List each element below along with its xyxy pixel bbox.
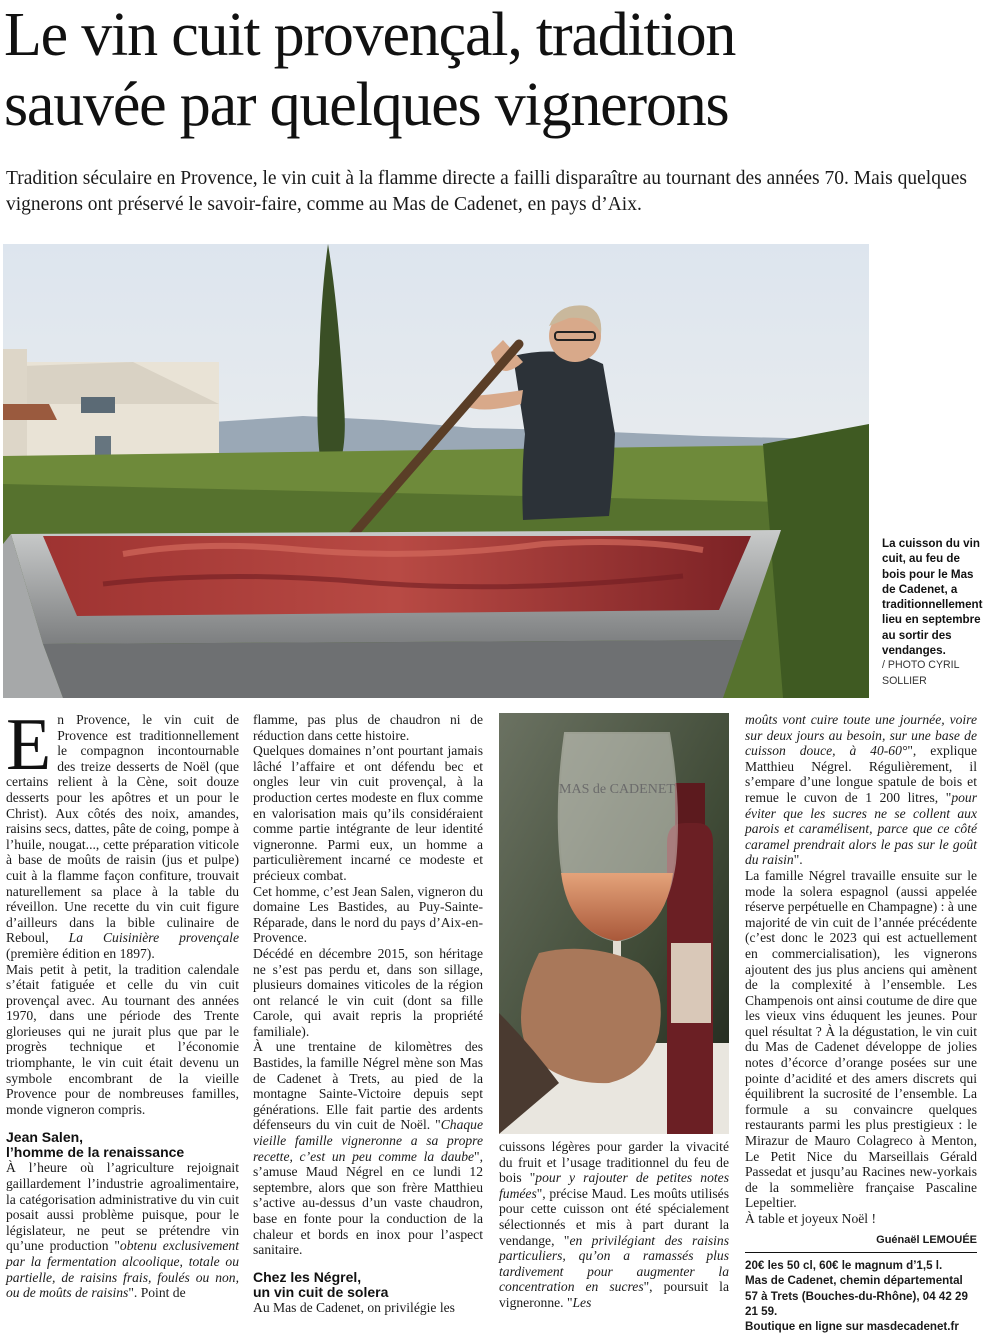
article-column-3 xyxy=(499,1139,729,1311)
quote: pour éviter que les sucres ne se collent aux parois et caramélisent, parce que ce côté caramel prendrait alors le pas sur le goût du raisin xyxy=(745,789,977,868)
paragraph: La famille Négrel travaille ensuite sur le mode la solera espagnol (aussi appelée réserve perpétuelle en Champagne) : à une majorité de vin cuit de l’année précédente (c’est donc le 2023 qui est actuellement en commercialisation), les vignerons ajoutent des jus plus anciens qui amènent de la complexité à l’ensemble. Les Champenois ont ainsi coutume de dire que les vieux vins éduquent les jeunes. Pour quel résultat ? À la dégustation, le vin cuit du Mas de Cadenet développe de jolies notes d’écorce d’orange posées sur une pointe d’acidité et des amers discrets qui équilibrent la sucrosité de l’ensemble. La formule a su convaincre quelques restaurants parmi les plus prestigieux : le Mirazur de Mauro Colagreco à Menton, Le Petit Nice du Marseillais Gérald Passedat et jusqu’au Racines new-yorkais de la sommelière française Pascaline Lepeltier. xyxy=(745,867,977,1211)
hero-photo-illustration xyxy=(3,244,869,698)
subhead-line: Jean Salen, xyxy=(6,1129,84,1146)
byline: Guénaël LEMOUÉE xyxy=(745,1233,977,1254)
headline xyxy=(4,0,979,140)
paragraph: Quelques domaines n’ont pourtant jamais lâché l’affaire et ont défendu bec et ongles leur vin cuit provençal, à la production certes modeste en flux comme en valorisation mais qu’ils considéraient comme partie intégrante de leur identité vigneronne. Parmi eux, un homme a particulièrement incarné ce modeste et précieux combat. xyxy=(253,743,483,883)
paragraph xyxy=(745,712,977,868)
quote: moûts vont cuire toute une journée, voire sur deux jours au besoin, sur une base de cuisson douce, à 40-60° xyxy=(745,712,977,759)
quote: Les xyxy=(572,1294,592,1310)
standfirst: Tradition séculaire en Provence, le vin cuit à la flamme directe a failli disparaître au tournant des années 70. Mais quelques vignerons ont préservé le savoir-faire, comme au Mas de Cadenet, en pays d’Aix. xyxy=(6,168,967,215)
book-title: La Cuisinière provençale xyxy=(68,930,239,946)
subhead-negrel xyxy=(253,1270,483,1300)
headline-line-2: sauvée par quelques vignerons xyxy=(4,71,729,139)
info-box xyxy=(745,1258,977,1334)
paragraph-text: (première édition en 1897). xyxy=(6,945,155,961)
info-address: Mas de Cadenet, chemin départemental 57 à Trets (Bouches-du-Rhône), 04 42 29 21 59. xyxy=(745,1274,968,1319)
paragraph-text: ", s’amuse Maud Négrel en ce lundi 12 septembre, alors que son frère Matthieu s’active au-dessus d’un vaste chaudron, base en fonte pour la conduction de la chaleur et bords en inox pour l’aspect sanitaire. xyxy=(253,1148,483,1258)
paragraph: Mais petit à petit, la tradition calendale s’était fatiguée et celle du vin cuit provençal avec. Au tournant des années 1970, dans une période des Trente glorieuses qui ne jurait plus que par le progrès technique et l’économie triomphante, le vin cuit était devenu un symbole encombrant de la vieille Provence pour de nombreuses familles, monde vigneron compris. xyxy=(6,961,239,1117)
quote: en privilégiant des raisins particuliers, qu’on a ramassés plus tardivement pour augmenter la concentration en sucres xyxy=(499,1232,730,1295)
article-column-2 xyxy=(253,712,483,1315)
paragraph-text: ", précise Maud. Les moûts utilisés pour cette cuisson ont été spécialement sélectionnés et mis à part durant la vendange, " xyxy=(499,1185,729,1248)
caption-text: La cuisson du vin cuit, au feu de bois pour le Mas de Cadenet, a traditionnellement lieu en septembre au sortir des vendanges. xyxy=(882,537,983,658)
paragraph: À table et joyeux Noël ! xyxy=(745,1211,876,1226)
article-column-1 xyxy=(6,704,239,1301)
paragraph-text: cuissons légères pour garder la vivacité du fruit et l’usage traditionnel du feu de bois " xyxy=(499,1139,729,1186)
paragraph xyxy=(499,1139,729,1311)
subhead-line: l’homme de la renaissance xyxy=(6,1144,185,1161)
paragraph xyxy=(6,704,239,962)
caption-credit: / PHOTO CYRIL SOLLIER xyxy=(882,659,960,687)
hero-photo xyxy=(3,244,869,698)
paragraph-text: ". Point de xyxy=(128,1285,186,1301)
photo-caption xyxy=(882,536,982,689)
paragraph-text: À une trentaine de kilomètres des Bastides, la famille Négrel mène son Mas de Cadenet à Trets, au pied de la montagne Sainte-Victoire depuis sept générations. Elle fait partie des ardents défenseurs du vin cuit de Noël. " xyxy=(253,1039,483,1133)
paragraph xyxy=(6,1160,239,1300)
paragraph-text: ", poursuit la vigneronne. " xyxy=(499,1279,729,1310)
paragraph-text: ", explique Matthieu Négrel. Régulièrement, il s’empare d’une longue spatule de bois et remue le cuvon de 1 200 litres, " xyxy=(745,743,977,805)
wine-glass-photo xyxy=(499,713,729,1134)
paragraph xyxy=(253,1039,483,1257)
paragraph: flamme, pas plus de chaudron ni de réduction dans cette histoire. xyxy=(253,712,483,743)
paragraph: Cet homme, c’est Jean Salen, vigneron du domaine Les Bastides, au Puy-Sainte-Réparade, dans le nord du pays d’Aix-en-Provence. xyxy=(253,883,483,946)
quote: pour y rajouter de petites notes fumées xyxy=(499,1170,729,1201)
article-column-4 xyxy=(745,712,977,1335)
info-shop: Boutique en ligne sur masdecadenet.fr xyxy=(745,1320,959,1334)
paragraph-text: ". xyxy=(793,852,803,868)
glass-etching: MAS de CADENET xyxy=(559,782,675,797)
paragraph: Au Mas de Cadenet, on privilégie les xyxy=(253,1299,455,1315)
info-price: 20€ les 50 cl, 60€ le magnum d’1,5 l. xyxy=(745,1259,943,1273)
quote: obtenu exclusivement par la fermentation alcoolique, totale ou partielle, de raisins frais, foulés ou non, ou de moûts de raisins xyxy=(6,1238,239,1301)
drop-cap: E xyxy=(6,704,52,786)
wine-glass-illustration xyxy=(499,713,729,1134)
subhead-line: un vin cuit de solera xyxy=(253,1283,389,1300)
subhead-line: Chez les Négrel, xyxy=(253,1268,362,1285)
paragraph-text: n Provence, le vin cuit de Provence est traditionnellement le compagnon incontournable des treize desserts de Noël (que certains relient à la Cène, soit douze desserts pour les apôtres et un pour le Christ). Aux côtés des noix, amandes, raisins secs, dattes, pâte de coing, pompe à l’huile, nougat..., cette préparation viticole à base de moûts de raisin (jus et pulpe) cuit à la flamme façon confiture, trouvait naturellement sa place à la table du réveillon. Une recette du vin cuit figure d’ailleurs dans la bible culinaire de Reboul, xyxy=(6,712,239,946)
subhead-jean-salen xyxy=(6,1130,239,1160)
quote: Chaque vieille famille vigneronne a sa propre recette, c’est un peu comme la daube xyxy=(253,1117,483,1164)
headline-line-1: Le vin cuit provençal, tradition xyxy=(4,1,736,69)
paragraph: Décédé en décembre 2015, son héritage ne s’est pas perdu et, dans son sillage, plusieurs domaines viticoles de la région ont relancé le vin cuit (dont sa fille Carole, qui avait repris la propriété familiale). xyxy=(253,945,483,1039)
paragraph-text: À l’heure où l’agriculture rejoignait gaillardement l’industrie agroalimentaire, la catégorisation administrative du vin cuit posait aussi problème puisque, pour le législateur, ne peut se prétendre vin qu’une production " xyxy=(6,1160,239,1254)
